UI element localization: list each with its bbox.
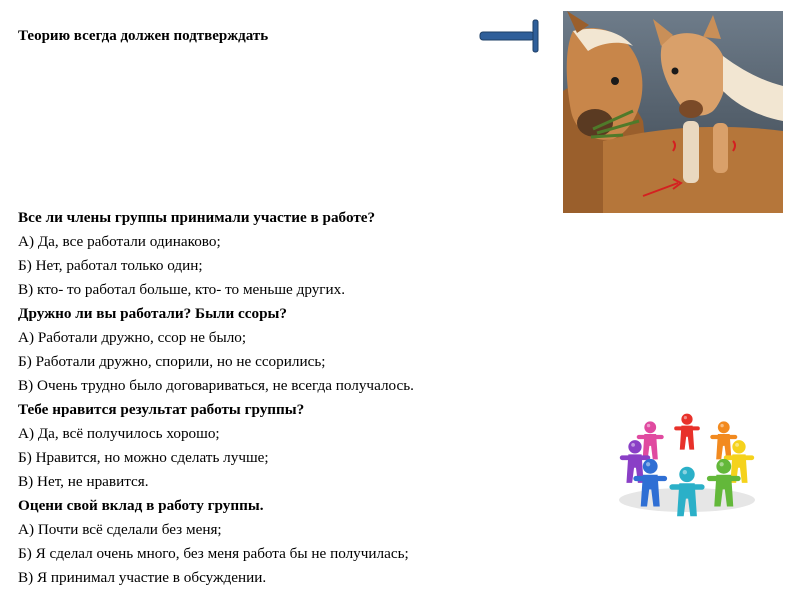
answer-1c: В) кто- то работал больше, кто- то меньше других. <box>18 281 346 298</box>
answer-4a: А) Почти всё сделали без меня; <box>18 521 222 538</box>
answer-2c: В) Очень трудно было договариваться, не всегда получалось. <box>18 377 414 394</box>
answer-2a: А) Работали дружно, ссор не было; <box>18 329 247 346</box>
page-heading: Теорию всегда должен подтверждать <box>18 28 269 44</box>
survey <box>18 206 578 590</box>
horses-photo <box>563 11 783 213</box>
person-figure <box>710 421 737 459</box>
question-2: Дружно ли вы работали? Были ссоры? <box>18 305 287 322</box>
person-figure <box>674 414 700 450</box>
answer-4c: В) Я принимал участие в обсуждении. <box>18 569 267 586</box>
answer-4b: Б) Я сделал очень много, без меня работа бы не получилась; <box>18 545 409 562</box>
question-4: Оцени свой вклад в работу группы. <box>18 497 264 514</box>
arrow-right-icon <box>478 19 540 53</box>
person-figure <box>637 421 664 459</box>
question-3: Тебе нравится результат работы группы? <box>18 401 305 418</box>
answer-3a: А) Да, всё получилось хорошо; <box>18 425 220 442</box>
question-1: Все ли члены группы принимали участие в работе? <box>18 209 376 226</box>
answer-1b: Б) Нет, работал только один; <box>18 257 203 274</box>
answer-1a: А) Да, все работали одинаково; <box>18 233 221 250</box>
people-circle-image <box>612 400 762 518</box>
answer-2b: Б) Работали дружно, спорили, но не ссорились; <box>18 353 326 370</box>
answer-3b: Б) Нравится, но можно сделать лучше; <box>18 449 269 466</box>
answer-3c: В) Нет, не нравится. <box>18 473 149 490</box>
